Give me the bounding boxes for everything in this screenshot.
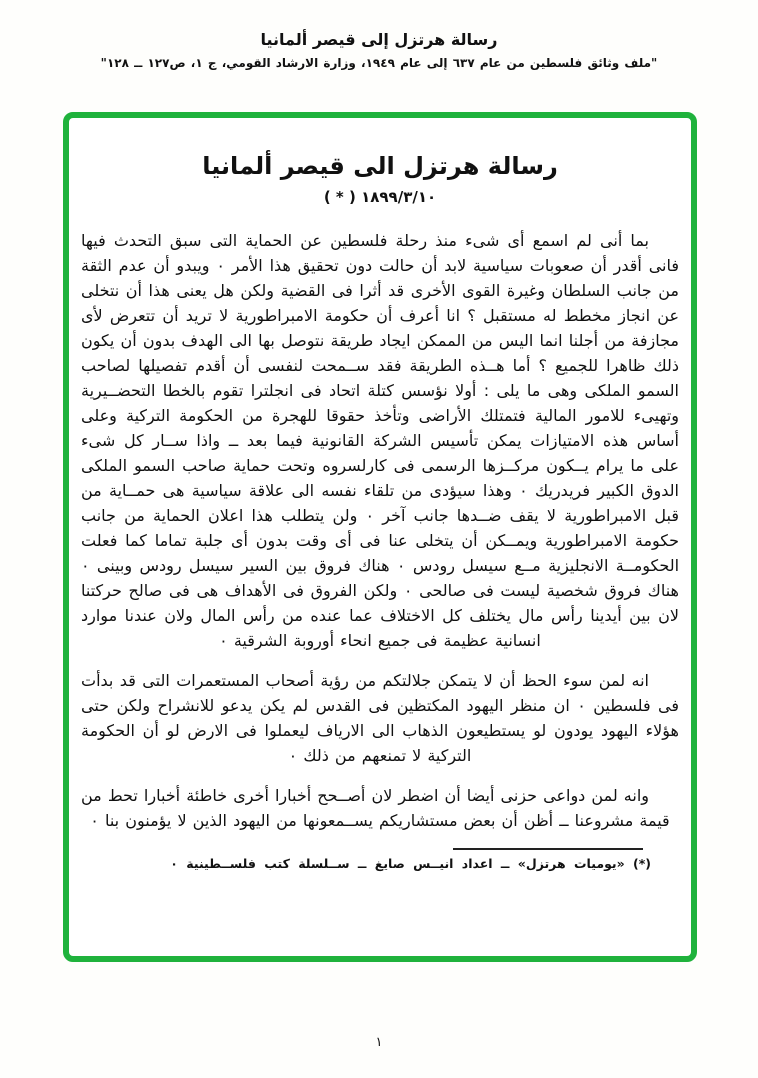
letter-paragraph-1: بما أنى لم اسمع أى شىء منذ رحلة فلسطين عن الحماية التى سبق التحدث فيها فانى أقدر أن صعوبات سياسية لابد أن حالت دون تحقيق هذا الأمر ٠ ويبدو أن عدم الثقة من جانب السلطان وغيرة القوى الأخرى قد أثرا فى القضية ولكن هل يعنى هذا أن نتخلى عن انجاز مخطط له مستقبل ؟ انا أعرف أن حكومة الامبراطورية لا تريد أن تتعرض لأى مجازفة من أجلنا انما اليس من الممكن ايجاد طريقة نتوصل بها الى الهدف بدون أن يكون ذلك ظاهرا للجميع ؟ أما هــذه الطريقة فقد ســمحت لنفسى أن أقدم تفصيلها لصاحب السمو الملكى وهى ما يلى : أولا نؤسس كتلة اتحاد فى انجلترا تقوم بالخطا التحضــيرية وتهيىء للامور المالية فتمتلك الأراضى وتأخذ حقوقا للهجرة من الحكومة التركية وعلى أساس هذه الامتيازات يمكن تأسيس الشركة القانونية فيما بعد ــ واذا ســار كل شىء على ما يرام يــكون مركــزها الرسمى فى كارلسروه وتحت حماية صاحب السمو الملكى الدوق الكبير فريدريك ٠ وهذا سيؤدى من تلقاء نفسه الى علاقة سياسية هى حمــاية من قبل الامبراطورية لا يقف ضــدها جانب آخر ٠ ولن يتطلب هذا اعلان الحماية من جانب حكومة الامبراطورية ويمــكن أن يتخلى عنا فى أى وقت بدون أى جلبة تماما كما فعلت الحكومــة الانجليزية مــع سيسل رودس ٠ هناك فروق بين السير سيسل رودس وبينى ٠ هناك فروق شخصية ليست فى صالحى ٠ ولكن الفروق فى الأهداف هى فى صالح حركتنا لان بين أيدينا رأس مال يختلف كل الاختلاف عما عنده من رأس المال ولان عندنا موارد انسانية عظيمة فى جميع انحاء أوروبة الشرقية ٠	[81, 231, 680, 650]
footnote-text: (*) «يوميات هرتزل» ــ اعداد انيــس صايغ ــ ســلسلة كتب فلســطينية ٠	[170, 856, 651, 871]
letter-date: ١٨٩٩/٣/١٠ ( * )	[323, 188, 437, 206]
letter-body	[81, 228, 679, 833]
header-source-citation: "ملف وثائق فلسطين من عام ٦٣٧ إلى عام ١٩٤٩، وزارة الارشاد القومي، ج ١، ص١٢٧ ــ ١٢٨"	[100, 56, 658, 70]
page-header	[0, 0, 758, 70]
footnote-separator	[453, 848, 643, 850]
letter-title: رسالة هرتزل الى قيصر ألمانيا	[202, 152, 558, 180]
letter-paragraph-2: انه لمن سوء الحظ أن لا يتمكن جلالتكم من رؤية أصحاب المستعمرات التى قد بدأت فى فلسطين ٠ ان منظر اليهود المكتظين فى القدس لم يكن يدعو للانشراح ولكن حتى هؤلاء اليهود يودون لو يستطيعون الذهاب الى الارياف ليعملوا فى الارض لو أن الحكومة التركية لا تمنعهم من ذلك ٠	[81, 671, 679, 765]
letter-paragraph-3: وانه لمن دواعى حزنى أيضا أن اضطر لان أصــحح أخبارا أخرى خاطئة أخبارا تحط من قيمة مشروعنا ــ أظن أن بعض مستشاريكم يســمعونها من اليهود الذين لا يؤمنون بنا ٠	[81, 786, 670, 830]
page-number: ١	[375, 1035, 383, 1050]
header-title: رسالة هرتزل إلى قيصر ألمانيا	[260, 30, 498, 49]
letter-green-frame	[63, 112, 697, 962]
